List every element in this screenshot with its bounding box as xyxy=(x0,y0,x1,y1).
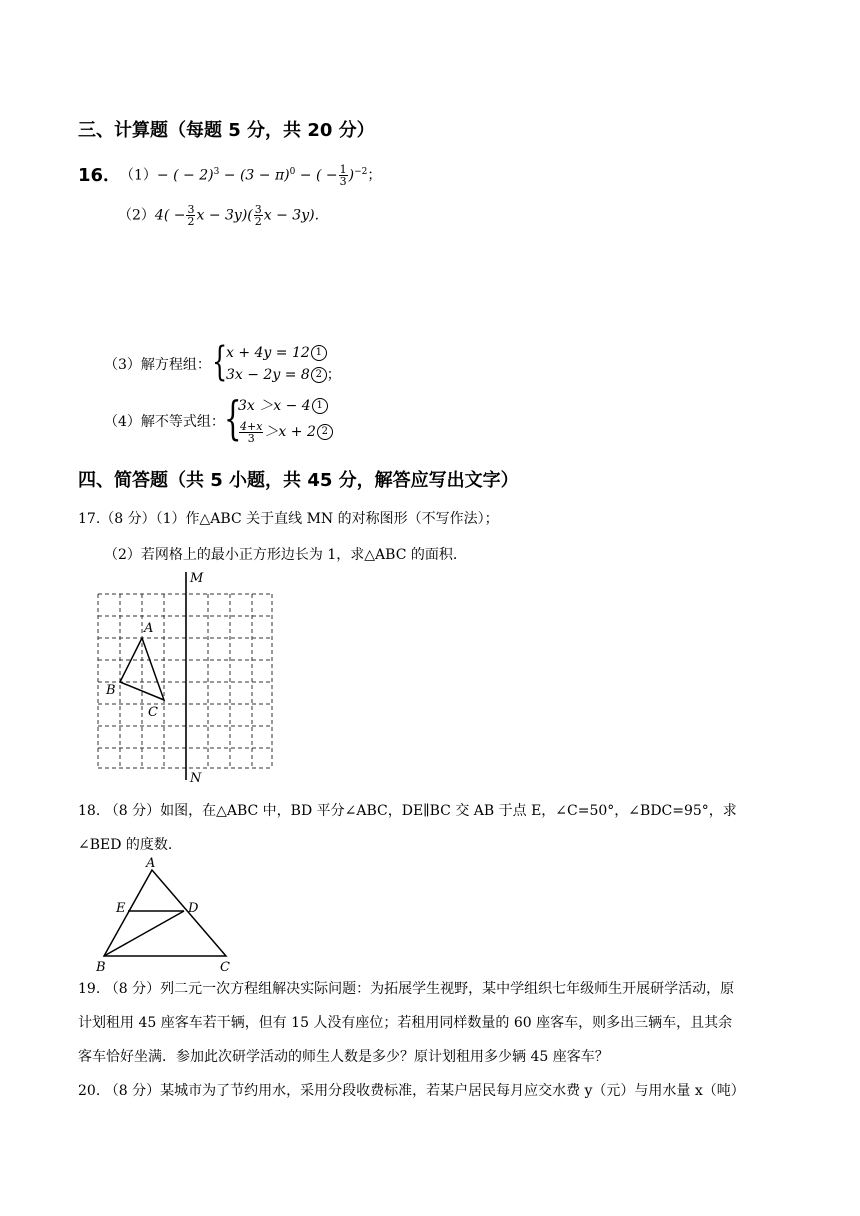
q16-p4-row1 xyxy=(238,395,333,417)
q16-p4-frac-den: 3 xyxy=(247,431,255,445)
q17-line1: 17.（8 分）（1）作△ABC 关于直线 MN 的对称图形（不写作法）； xyxy=(78,511,499,527)
q16-p3-system xyxy=(212,339,352,388)
q17-line2: （2）若网格上的最小正方形边长为 1，求△ABC 的面积. xyxy=(104,547,458,563)
q16-p3-eq1-mark: 1 xyxy=(311,345,327,361)
label-m: M xyxy=(190,571,204,586)
q17-grid-figure xyxy=(90,566,290,786)
q16-p4-system xyxy=(224,391,364,449)
q16-p3-eq2-mark: 2 xyxy=(311,367,327,383)
q16-p1-expr-c: − ( − xyxy=(295,167,338,184)
q16-p1-exp2: 0 xyxy=(289,166,296,177)
q16-p2-c: x − 3y). xyxy=(263,207,320,224)
q16-p2-frac1-den: 2 xyxy=(187,215,195,228)
label-c-q18: C xyxy=(220,960,230,975)
q16-part1 xyxy=(120,164,381,187)
q19-line3: 客车恰好坐满．参加此次研学活动的师生人数是多少？原计划租用多少辆 45 座客车？ xyxy=(78,1049,609,1065)
question-16-number: 16． xyxy=(78,165,122,186)
q16-p3-row2 xyxy=(226,364,341,386)
q16-part2 xyxy=(118,204,319,227)
q16-p4-ineq1-mark: 1 xyxy=(312,398,328,414)
q16-p1-expr-b: − (3 − π) xyxy=(219,167,290,184)
q16-p4-row2 xyxy=(238,417,333,447)
q20-line1: 20. （8 分）某城市为了节约用水，采用分段收费标准，若某户居民每月应交水费 y（元）与用水量 x（吨） xyxy=(78,1083,745,1099)
label-a: A xyxy=(144,621,154,636)
q16-p4-fraction xyxy=(239,421,263,444)
q16-p4-label: （4）解不等式组： xyxy=(104,414,225,430)
grid-lines xyxy=(98,594,272,768)
label-a-q18: A xyxy=(146,856,156,871)
q16-p2-fraction2 xyxy=(254,204,263,227)
label-n: N xyxy=(190,771,202,786)
label-b: B xyxy=(106,683,116,698)
q16-p1-label: （1） xyxy=(120,167,157,184)
q16-p3-label: （3）解方程组： xyxy=(104,357,211,373)
q16-p4-frac-num: 4+x xyxy=(240,419,263,433)
label-b-q18: B xyxy=(96,960,106,975)
q16-p1-exp1: 3 xyxy=(213,166,220,177)
section-4-heading: 四、简答题（共 5 小题，共 45 分，解答应写出文字） xyxy=(78,470,519,491)
q16-p3-brace: { xyxy=(212,339,228,385)
label-e-q18: E xyxy=(116,901,126,916)
q16-p3-eq1: x + 4y = 12 xyxy=(226,345,310,361)
q16-p2-frac1-num: 3 xyxy=(187,203,195,216)
q18-line2: ∠BED 的度数. xyxy=(78,837,173,853)
label-c: C xyxy=(148,705,158,720)
q18-triangle-figure xyxy=(92,854,242,978)
q16-p1-expr-a: − ( − 2) xyxy=(156,167,214,184)
q16-p3-row1 xyxy=(226,342,341,364)
q16-p1-frac-num: 1 xyxy=(339,163,347,176)
q18-line1: 18. （8 分）如图，在△ABC 中，BD 平分∠ABC，DE∥BC 交 AB 于点 E，∠C=50°，∠BDC=95°，求 xyxy=(78,803,737,819)
q19-line1: 19. （8 分）列二元一次方程组解决实际问题：为拓展学生视野，某中学组织七年级师生开展研学活动，原 xyxy=(78,981,735,997)
q16-p1-expr-d: ) xyxy=(348,167,355,184)
q16-p2-a: 4( − xyxy=(154,207,186,224)
q16-p4-ineq1: 3x ＞x − 4 xyxy=(238,398,311,414)
q16-p2-frac2-den: 2 xyxy=(254,215,262,228)
q16-p4-brace: { xyxy=(224,391,242,445)
q16-p1-end: ； xyxy=(367,167,382,184)
q16-p2-frac2-num: 3 xyxy=(254,203,262,216)
q16-p2-label: （2） xyxy=(118,207,155,224)
q16-p1-fraction xyxy=(339,164,348,187)
q16-p4-ineq2-rest: ＞x + 2 xyxy=(264,424,316,440)
q16-p1-frac-den: 3 xyxy=(339,175,347,188)
q16-p3-eq2: 3x − 2y = 8 xyxy=(226,367,310,383)
q16-p1-exp3: −2 xyxy=(354,166,368,177)
triangle-abc xyxy=(120,638,164,700)
q16-p2-fraction1 xyxy=(186,204,195,227)
section-3-heading: 三、计算题（每题 5 分，共 20 分） xyxy=(78,120,375,141)
label-d-q18: D xyxy=(188,901,199,916)
q16-p4-ineq2-mark: 2 xyxy=(317,424,333,440)
q16-p3-end: ； xyxy=(326,367,341,383)
q19-line2: 计划租用 45 座客车若干辆，但有 15 人没有座位；若租用同样数量的 60 座客车，则多出三辆车，且其余 xyxy=(78,1015,733,1031)
q16-p2-b: x − 3y)( xyxy=(196,207,253,224)
